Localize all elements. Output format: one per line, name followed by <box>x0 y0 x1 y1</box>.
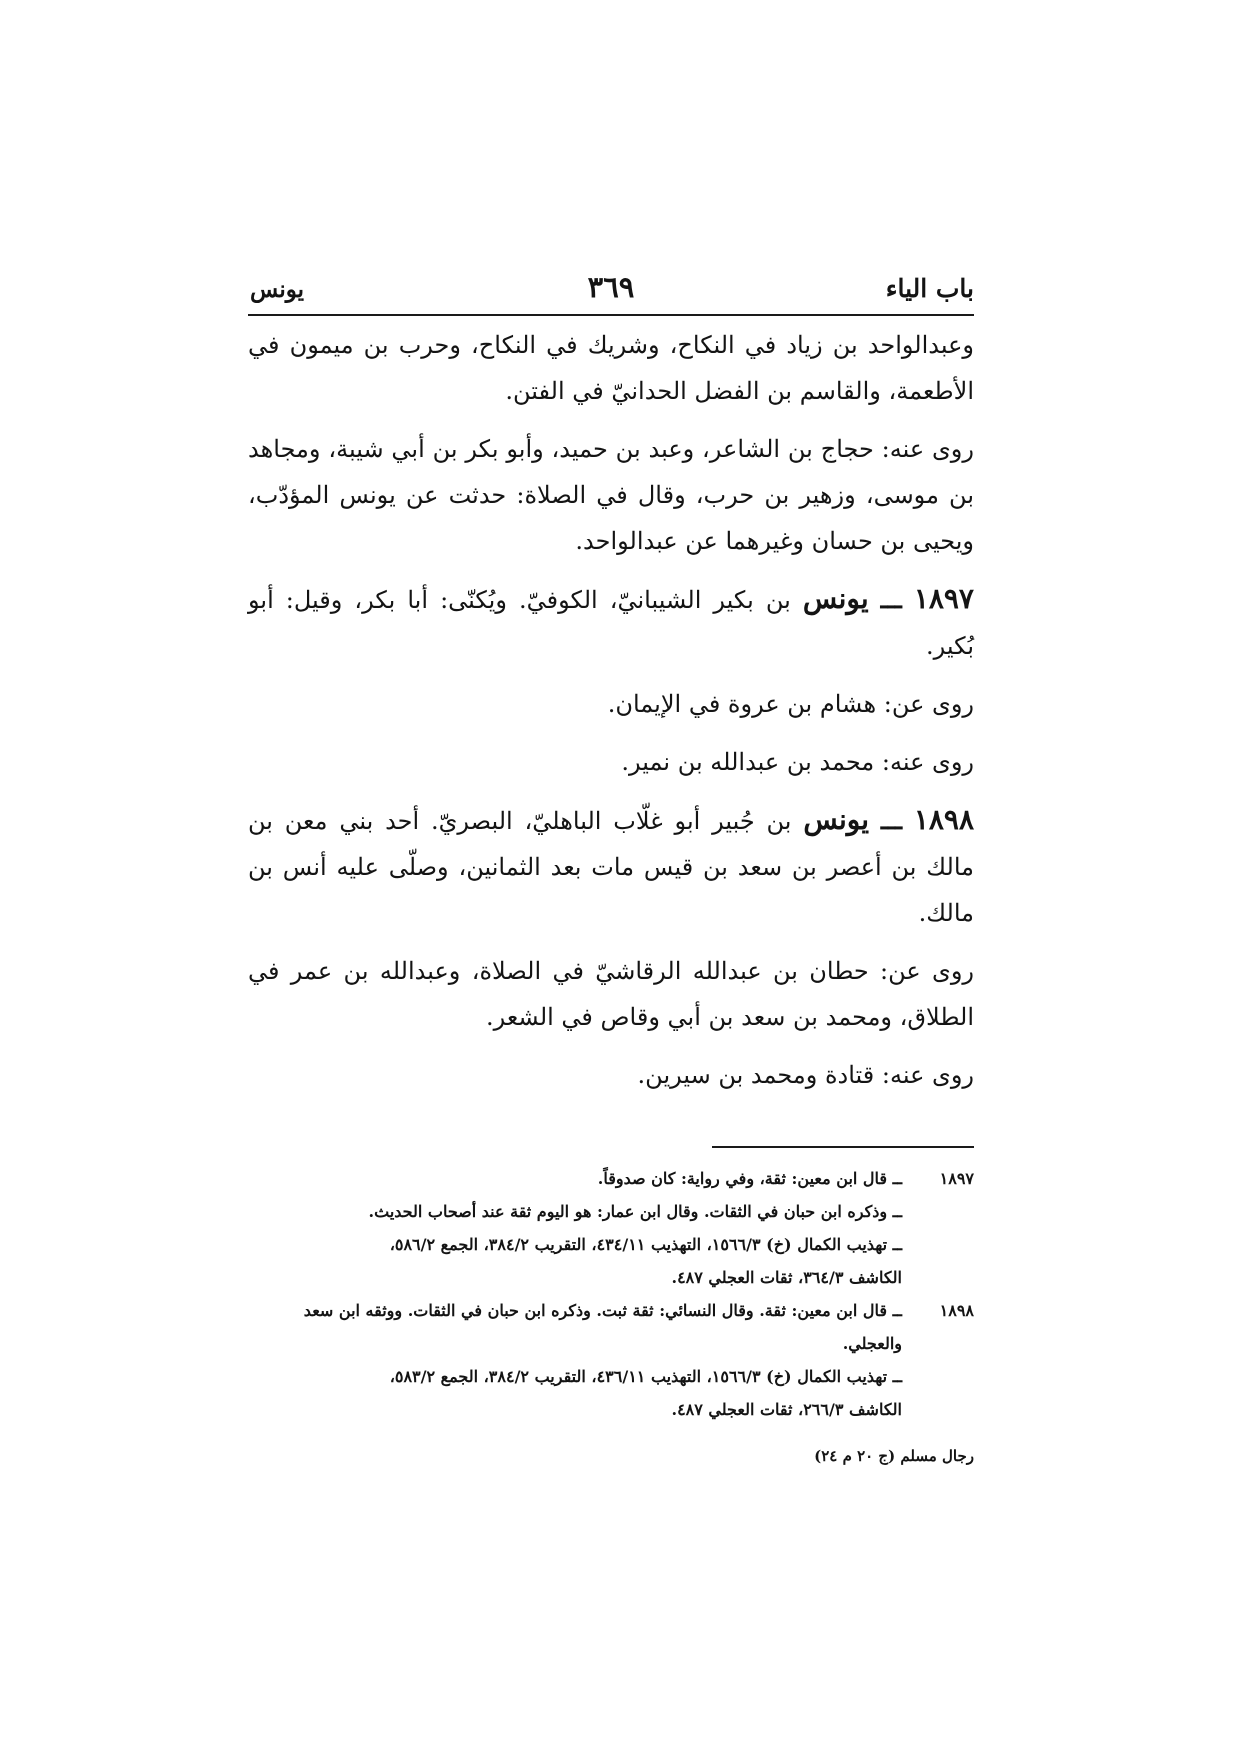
footnote-line: ــ تهذيب الكمال (خ) ١٥٦٦/٣، التهذيب ٤٣٦/١١، التقريب ٣٨٤/٢، الجمع ٥٨٣/٢، <box>389 1367 902 1386</box>
paragraph-continuation: وعبدالواحد بن زياد في النكاح، وشريك في النكاح، وحرب بن ميمون في الأطعمة، والقاسم بن الفضل الحدانيّ في الفتن. <box>248 331 975 405</box>
page-number: ٣٦٩ <box>587 270 635 304</box>
entry-name: يونس <box>802 582 869 615</box>
running-entry-name: يونس <box>250 276 305 303</box>
footnote-number: ١٨٩٨ <box>939 1301 974 1320</box>
footnotes <box>248 1162 974 1473</box>
footnote-line: ــ تهذيب الكمال (خ) ١٥٦٦/٣، التهذيب ٤٣٤/١١، التقريب ٣٨٤/٢، الجمع ٥٨٦/٢، <box>389 1235 902 1254</box>
entry-name: يونس <box>803 803 870 836</box>
entry-dash: ـــ <box>880 806 902 835</box>
footnote-1897 <box>248 1162 974 1294</box>
entry-1897-narrated-by: روى عنه: محمد بن عبدالله بن نمير. <box>621 748 974 776</box>
entry-1898-narrated-by: روى عنه: قتادة ومحمد بن سيرين. <box>637 1061 974 1089</box>
footnote-line: الكاشف ٢٦٦/٣، ثقات العجلي ٤٨٧. <box>671 1400 902 1419</box>
main-text <box>248 322 974 1098</box>
footnote-line: ــ وذكره ابن حبان في الثقات. وقال ابن عمار: هو اليوم ثقة عند أصحاب الحديث. <box>368 1202 902 1221</box>
footnote-line: الكاشف ٣٦٤/٣، ثقات العجلي ٤٨٧. <box>671 1268 902 1287</box>
printer-signature: رجال مسلم (ج ٢٠ م ٢٤) <box>814 1447 974 1465</box>
book-page <box>248 270 974 1473</box>
footnote-divider <box>712 1146 974 1148</box>
entry-1897 <box>248 576 974 669</box>
running-header <box>248 270 974 316</box>
footnote-1898 <box>248 1294 974 1426</box>
chapter-title: باب الياء <box>885 274 974 303</box>
paragraph-narrators: روى عنه: حجاج بن الشاعر، وعبد بن حميد، وأبو بكر بن أبي شيبة، ومجاهد بن موسى، وزهير بن حرب، وقال في الصلاة: حدثت عن يونس المؤدّب، ويحيى بن حسان وغيرهما عن عبدالواحد. <box>248 435 974 555</box>
entry-text: بن بكير الشيبانيّ، الكوفيّ. ويُكنّى: أبا بكر، وقيل: أبو بُكير. <box>248 586 974 660</box>
footnote-line: ــ قال ابن معين: ثقة. وقال النسائي: ثقة ثبت. وذكره ابن حبان في الثقات. ووثقه ابن سعد والعجلي. <box>303 1301 902 1353</box>
entry-number: ١٨٩٧ <box>913 582 974 615</box>
entry-text: بن جُبير أبو غلّاب الباهليّ، البصريّ. أحد بني معن بن مالك بن أعصر بن سعد بن قيس مات بعد الثمانين، وصلّى عليه أنس بن مالك. <box>248 807 974 927</box>
entry-number: ١٨٩٨ <box>913 803 974 836</box>
footnote-line: ــ قال ابن معين: ثقة، وفي رواية: كان صدوقاً. <box>597 1169 902 1188</box>
entry-1898 <box>248 797 974 936</box>
entry-dash: ـــ <box>880 585 902 614</box>
footnote-number: ١٨٩٧ <box>939 1169 974 1188</box>
entry-1897-narrated-from: روى عن: هشام بن عروة في الإيمان. <box>607 690 974 718</box>
entry-1898-narrated-from: روى عن: حطان بن عبدالله الرقاشيّ في الصلاة، وعبدالله بن عمر في الطلاق، ومحمد بن سعد بن أبي وقاص في الشعر. <box>248 957 974 1031</box>
